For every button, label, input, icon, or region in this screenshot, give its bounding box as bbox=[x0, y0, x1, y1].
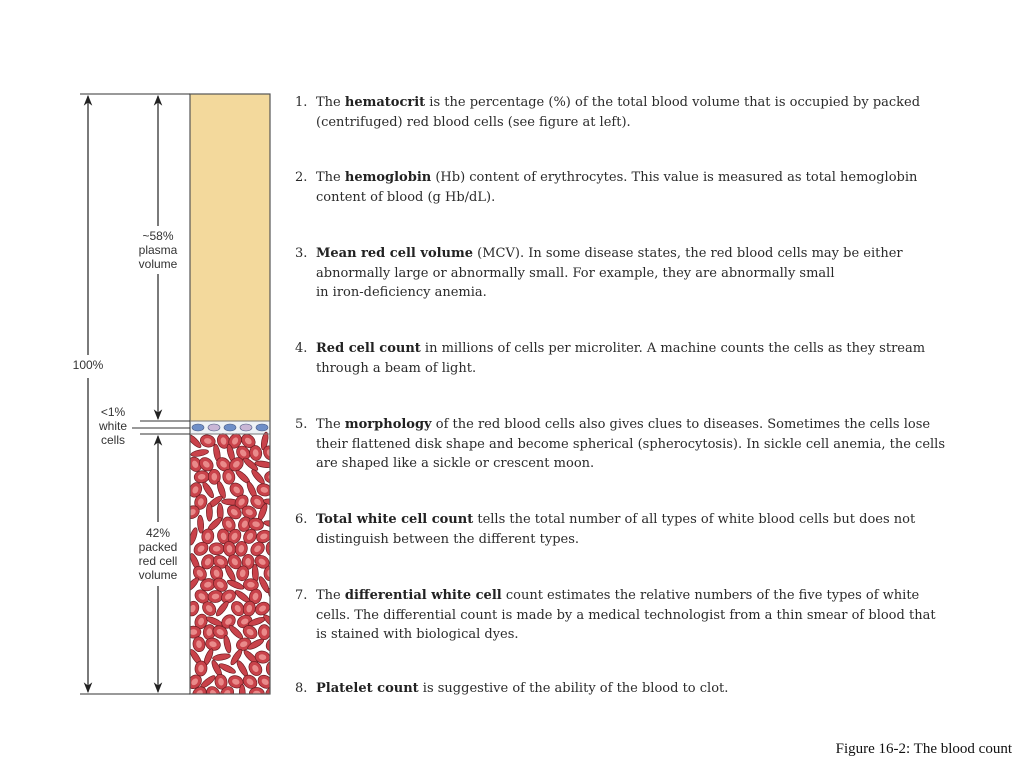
item-number: 4. bbox=[295, 341, 308, 356]
list-item bbox=[295, 244, 955, 303]
list-item bbox=[295, 93, 955, 132]
packed-red-cell-label: 42% packed red cell volume bbox=[138, 526, 178, 582]
text-segment: cells. The differential count is made by a medical technologist from a thin smear of blood that bbox=[316, 607, 936, 623]
key-term: Platelet count bbox=[316, 681, 419, 696]
item-text bbox=[316, 679, 955, 699]
item-line bbox=[316, 435, 955, 455]
text-segment: The bbox=[316, 170, 345, 185]
item-line bbox=[316, 606, 955, 626]
text-segment: (Hb) content of erythrocytes. This value is measured as total hemoglobin bbox=[431, 170, 918, 185]
item-line bbox=[316, 113, 955, 133]
text-segment: their flattened disk shape and become spherical (spherocytosis). In sickle cell anemia, the cells bbox=[316, 436, 946, 452]
item-number: 6. bbox=[295, 512, 308, 527]
text-segment: distinguish between the different types. bbox=[316, 531, 580, 547]
text-segment: in iron-deficiency anemia. bbox=[316, 285, 487, 300]
item-text bbox=[316, 510, 955, 549]
text-segment: is the percentage (%) of the total blood volume that is occupied by packed bbox=[425, 95, 921, 110]
key-term: hematocrit bbox=[344, 95, 426, 110]
item-line bbox=[316, 530, 955, 550]
list-item bbox=[295, 586, 955, 645]
item-text bbox=[316, 339, 955, 378]
text-segment: are shaped like a sickle or crescent moon. bbox=[316, 456, 595, 471]
list-item bbox=[295, 679, 955, 699]
text-segment: tells the total number of all types of white blood cells but does not bbox=[473, 512, 916, 527]
item-line bbox=[316, 93, 955, 113]
text-segment: is suggestive of the ability of the blood to clot. bbox=[418, 681, 729, 696]
total-volume-label: 100% bbox=[66, 358, 110, 372]
text-segment: content of blood (g Hb/dL). bbox=[316, 189, 496, 205]
list-item bbox=[295, 510, 955, 549]
list-item bbox=[295, 168, 955, 207]
list-item bbox=[295, 415, 955, 474]
item-number: 8. bbox=[295, 681, 308, 696]
plasma-volume-label: ~58% plasma volume bbox=[138, 229, 178, 271]
item-line bbox=[316, 415, 955, 435]
white-cells-label: <1% white cells bbox=[94, 405, 132, 447]
item-line bbox=[316, 339, 955, 359]
item-number: 1. bbox=[295, 95, 308, 110]
item-line bbox=[316, 586, 955, 606]
red-cell-shape bbox=[258, 624, 271, 639]
plasma-layer bbox=[190, 94, 270, 421]
red-cell-shape bbox=[206, 503, 212, 521]
text-segment: The bbox=[316, 417, 345, 432]
item-line bbox=[316, 244, 955, 264]
item-line bbox=[316, 359, 955, 379]
white-cell-shape bbox=[208, 424, 220, 431]
item-line bbox=[316, 188, 955, 208]
text-segment: abnormally large or abnormally small. For example, they are abnormally small bbox=[316, 265, 835, 281]
item-number: 7. bbox=[295, 588, 308, 603]
item-text bbox=[316, 586, 955, 645]
item-number: 2. bbox=[295, 170, 308, 185]
white-cell-shape bbox=[256, 424, 268, 431]
item-line bbox=[316, 264, 955, 284]
text-segment: is stained with biological dyes. bbox=[316, 627, 519, 642]
text-segment: in millions of cells per microliter. A machine counts the cells as they stream bbox=[420, 341, 926, 356]
text-segment: (MCV). In some disease states, the red blood cells may be either bbox=[473, 246, 903, 261]
key-term: Red cell count bbox=[316, 341, 421, 356]
item-line bbox=[316, 168, 955, 188]
item-line bbox=[316, 679, 955, 699]
item-line bbox=[316, 454, 955, 474]
text-segment: count estimates the relative numbers of the five types of white bbox=[501, 588, 920, 603]
text-segment: through a beam of light. bbox=[316, 360, 477, 376]
item-text bbox=[316, 244, 955, 303]
red-cell-shape bbox=[209, 543, 224, 556]
item-text bbox=[316, 168, 955, 207]
text-segment: The bbox=[316, 95, 345, 110]
key-term: Mean red cell volume bbox=[316, 246, 474, 261]
list-item bbox=[295, 339, 955, 378]
figure-caption: Figure 16-2: The blood count bbox=[835, 741, 1012, 757]
text-segment: of the red blood cells also gives clues to diseases. Sometimes the cells lose bbox=[431, 417, 931, 432]
text-segment: (centrifuged) red blood cells (see figure at left). bbox=[316, 114, 631, 130]
white-cell-shape bbox=[240, 424, 252, 431]
item-text bbox=[316, 93, 955, 132]
key-term: Total white cell count bbox=[316, 512, 474, 527]
text-segment: The bbox=[316, 588, 345, 603]
item-text bbox=[316, 415, 955, 474]
key-term: morphology bbox=[344, 417, 432, 432]
white-cell-shape bbox=[192, 424, 204, 431]
item-number: 5. bbox=[295, 417, 308, 432]
item-line bbox=[316, 510, 955, 530]
item-line bbox=[316, 625, 955, 645]
key-term: differential white cell bbox=[344, 588, 502, 603]
item-line bbox=[316, 283, 955, 303]
key-term: hemoglobin bbox=[344, 170, 432, 185]
item-number: 3. bbox=[295, 246, 308, 261]
white-cell-shape bbox=[224, 424, 236, 431]
